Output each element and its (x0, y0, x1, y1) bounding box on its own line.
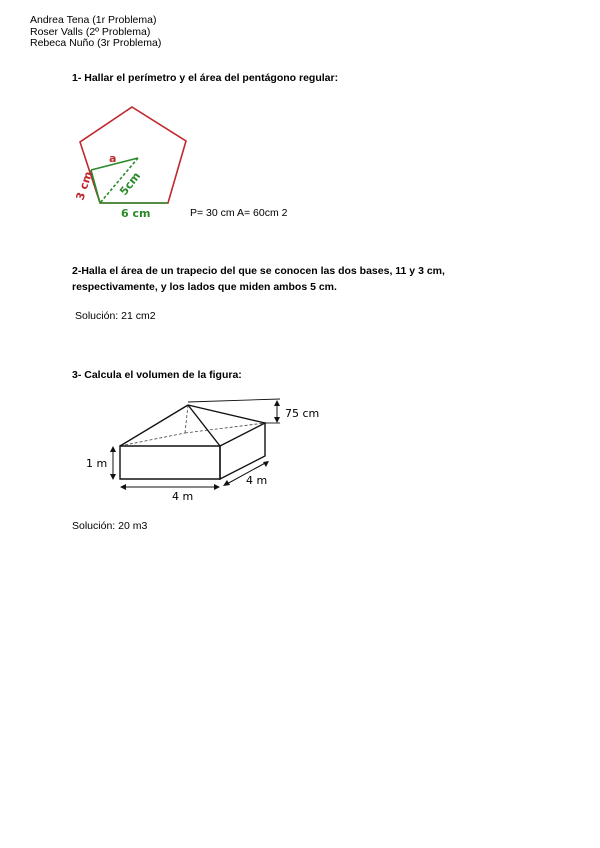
author-3: Rebeca Nuño (3r Problema) (30, 37, 162, 49)
prism-figure (80, 396, 340, 516)
problem2-line1: 2-Halla el área de un trapecio del que se conocen las dos bases, 11 y 3 cm, (72, 265, 445, 277)
label-5cm: 5cm (117, 169, 144, 198)
label-6cm: 6 cm (121, 207, 151, 220)
problem3-title: 3- Calcula el volumen de la figura: (72, 369, 242, 381)
pentagon-figure (70, 100, 200, 220)
box-side-face (220, 423, 265, 479)
problem1-title: 1- Hallar el perímetro y el área del pentágono regular: (72, 72, 339, 84)
label-a: a (109, 152, 117, 165)
label-4m-length: 4 m (172, 490, 194, 503)
label-3cm: 3 cm (73, 169, 95, 202)
label-4m-depth: 4 m (246, 474, 268, 487)
problem2-line2: respectivamente, y los lados que miden ambos 5 cm. (72, 281, 337, 293)
box-front-face (120, 446, 220, 479)
label-1m: 1 m (86, 457, 108, 470)
problem3-answer: Solución: 20 m3 (72, 520, 148, 532)
author-1: Andrea Tena (1r Problema) (30, 14, 157, 26)
authors-block (30, 15, 161, 50)
problem2-answer: Solución: 21 cm2 (75, 310, 156, 322)
problem1-answer: P= 30 cm A= 60cm 2 (190, 207, 288, 219)
label-75cm: 75 cm (285, 407, 320, 420)
author-2: Roser Valls (2º Problema) (30, 25, 151, 38)
